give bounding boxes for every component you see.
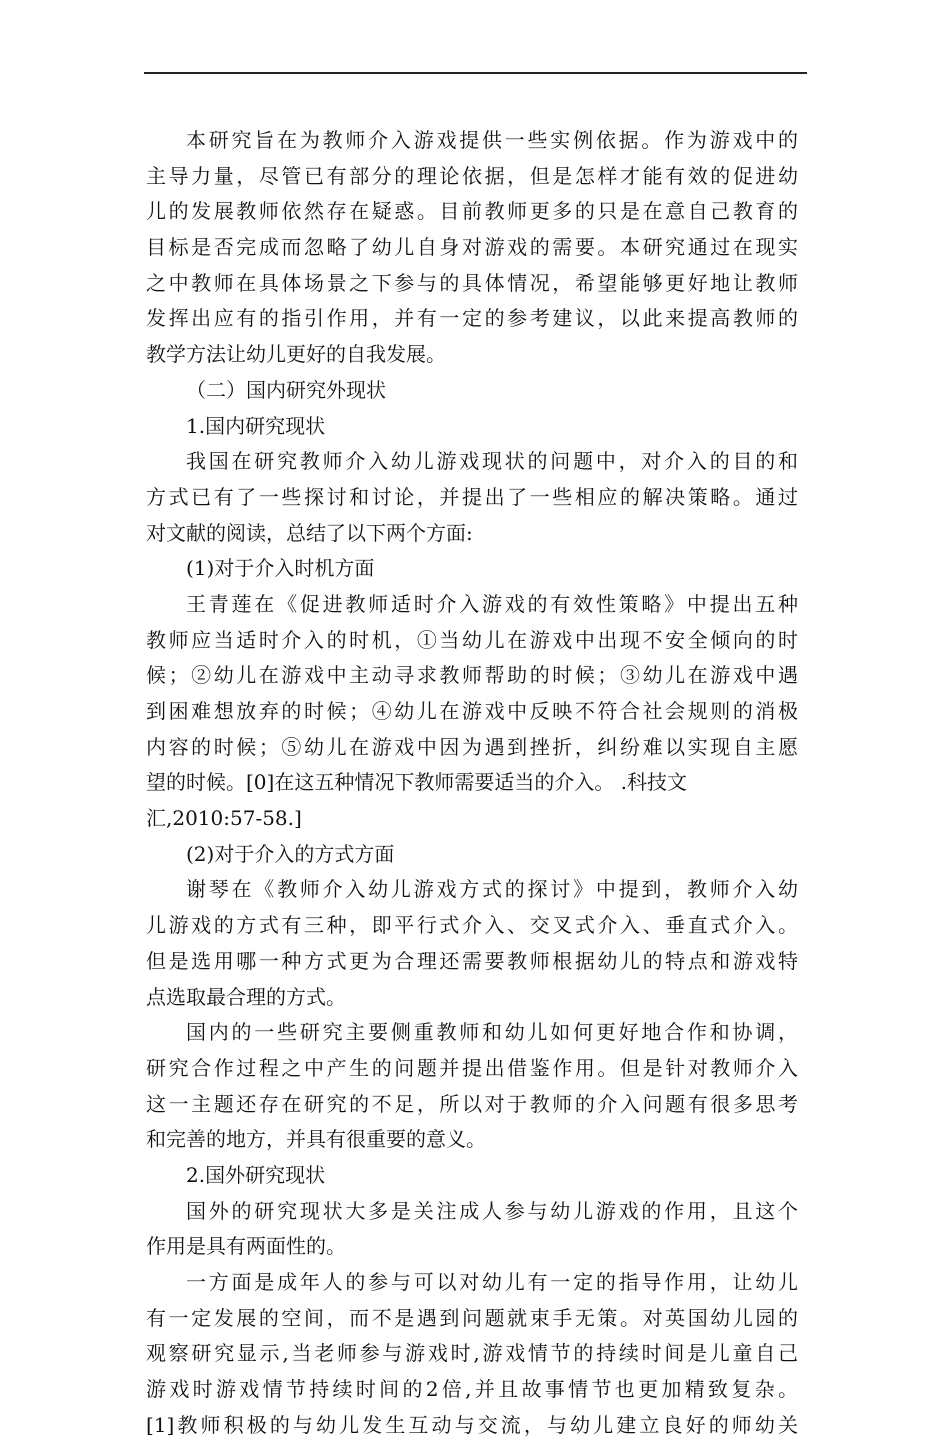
text-line: 到困难想放弃的时候；④幼儿在游戏中反映不符合社会规则的消极 xyxy=(146,699,798,723)
document-body xyxy=(146,123,798,1443)
text-line: 研究合作过程之中产生的问题并提出借鉴作用。但是针对教师介入 xyxy=(146,1055,798,1080)
text-line: 内容的时候；⑤幼儿在游戏中因为遇到挫折，纠纷难以实现自主愿 xyxy=(146,734,798,759)
text-line: 教师应当适时介入的时机，①当幼儿在游戏中出现不安全倾向的时 xyxy=(146,627,798,652)
subsection-heading: 1.国内研究现状 xyxy=(186,413,326,438)
text-line: 国外的研究现状大多是关注成人参与幼儿游戏的作用，且这个 xyxy=(186,1198,798,1223)
text-line: 作用是具有两面性的。 xyxy=(146,1234,346,1259)
text-line: 望的时候。[0]在这五种情况下教师需要适当的介入。 .科技文 xyxy=(146,770,688,795)
text-line: 对文献的阅读，总结了以下两个方面: xyxy=(146,520,473,545)
text-line: 但是选用哪一种方式更为合理还需要教师根据幼儿的特点和游戏特 xyxy=(146,948,798,973)
text-line: 汇,2010:57-58.] xyxy=(146,806,302,831)
text-line: 国内的一些研究主要侧重教师和幼儿如何更好地合作和协调， xyxy=(186,1020,798,1045)
text-line: 本研究旨在为教师介入游戏提供一些实例依据。作为游戏中的 xyxy=(186,128,798,152)
text-line: 有一定发展的空间，而不是遇到问题就束手无策。对英国幼儿园的 xyxy=(146,1305,798,1330)
text-line: 游戏时游戏情节持续时间的2倍,并且故事情节也更加精致复杂。 xyxy=(146,1377,798,1402)
subsection-heading: (1)对于介入时机方面 xyxy=(186,556,375,581)
text-line: 王青莲在《促进教师适时介入游戏的有效性策略》中提出五种 xyxy=(186,591,798,616)
text-line: 方式已有了一些探讨和讨论，并提出了一些相应的解决策略。通过 xyxy=(146,484,798,509)
text-line: 儿游戏的方式有三种，即平行式介入、交叉式介入、垂直式介入。 xyxy=(146,913,798,938)
text-line: 观察研究显示,当老师参与游戏时,游戏情节的持续时间是儿童自己 xyxy=(146,1341,798,1366)
text-line: [1]教师积极的与幼儿发生互动与交流，与幼儿建立良好的师幼关 xyxy=(146,1412,798,1437)
text-line: 主导力量，尽管已有部分的理论依据，但是怎样才能有效的促进幼 xyxy=(146,163,798,188)
text-line: 谢琴在《教师介入幼儿游戏方式的探讨》中提到，教师介入幼 xyxy=(186,877,798,902)
text-line: 这一主题还存在研究的不足，所以对于教师的介入问题有很多思考 xyxy=(146,1091,798,1116)
text-line: 和完善的地方，并具有很重要的意义。 xyxy=(146,1127,486,1152)
header-rule xyxy=(144,72,807,74)
text-line: 点选取最合理的方式。 xyxy=(146,984,346,1009)
subsection-heading: (2)对于介入的方式方面 xyxy=(186,841,395,866)
text-line: 一方面是成年人的参与可以对幼儿有一定的指导作用，让幼儿 xyxy=(186,1270,798,1294)
section-heading: （二）国内研究外现状 xyxy=(186,377,386,402)
subsection-heading: 2.国外研究现状 xyxy=(186,1162,326,1187)
text-line: 候；②幼儿在游戏中主动寻求教师帮助的时候；③幼儿在游戏中遇 xyxy=(146,663,798,688)
text-line: 发挥出应有的指引作用，并有一定的参考建议，以此来提高教师的 xyxy=(146,306,798,331)
text-line: 目标是否完成而忽略了幼儿自身对游戏的需要。本研究通过在现实 xyxy=(146,235,798,260)
text-line: 之中教师在具体场景之下参与的具体情况，希望能够更好地让教师 xyxy=(146,270,798,295)
text-line: 我国在研究教师介入幼儿游戏现状的问题中，对介入的目的和 xyxy=(186,449,798,474)
text-line: 教学方法让幼儿更好的自我发展。 xyxy=(146,342,446,367)
text-line: 儿的发展教师依然存在疑惑。目前教师更多的只是在意自己教育的 xyxy=(146,199,798,224)
